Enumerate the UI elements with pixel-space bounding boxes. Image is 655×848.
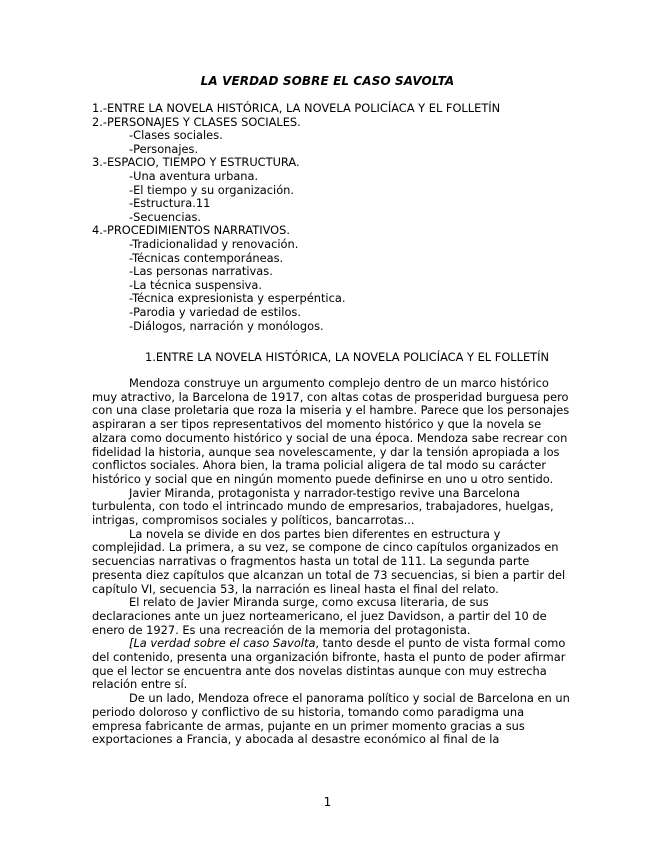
toc-entry: 4.-PROCEDIMIENTOS NARRATIVOS. [92,223,290,238]
toc-subentry: -Personajes. [129,141,199,156]
toc-subentry: -Clases sociales. [129,128,223,143]
section-heading: 1.ENTRE LA NOVELA HISTÓRICA, LA NOVELA POLICÍACA Y EL FOLLETÍN [144,350,550,364]
toc-subentry: -Técnicas contemporáneas. [129,250,284,265]
page-number: 1 [323,795,332,809]
paragraph: De un lado, Mendoza ofrece el panorama político y social de Barcelona en un periodo doloroso y conflictivo de su historia, tomando como paradigma una empresa fabricante de armas, pujante en un primer momento gracias a sus exportaciones a Francia, y abocada al desastre económico al final de la [92,691,570,747]
toc-entry: 2.-PERSONAJES Y CLASES SOCIALES. [92,114,301,129]
paragraph: Mendoza construye un argumento complejo dentro de un marco histórico muy atractivo, la Barcelona de 1917, con altas cotas de prosperidad burguesa pero con una clase proletaria que roza la miseria y el hambre. Parece que los personajes aspiraran a ser tipos representativos del momento histórico y que la novela se alzara como documento histórico y social de una época. Mendoza sabe recrear con fidelidad la historia, aunque sea novelescamente, y dar la tensión apropiada a los conflictos sociales. Ahora bien, la trama policial aligera de tal modo su carácter histórico y social que en ningún momento puede definirse en uno u otro sentido. [92,376,570,486]
toc-subentry: -Secuencias. [129,209,202,224]
toc-subentry: -Técnica expresionista y esperpéntica. [129,291,346,306]
document-title: LA VERDAD SOBRE EL CASO SAVOLTA [200,74,455,88]
toc-entry: 1.-ENTRE LA NOVELA HISTÓRICA, LA NOVELA POLICÍACA Y EL FOLLETÍN [92,101,501,115]
toc-entry: 3.-ESPACIO, TIEMPO Y ESTRUCTURA. [92,155,300,170]
paragraph: El relato de Javier Miranda surge, como excusa literaria, de sus declaraciones ante un juez norteamericano, el juez Davidson, a partir del 10 de enero de 1927. Es una recreación de la memoria del protagonista. [92,595,547,637]
toc-subentry: -Tradicionalidad y renovación. [129,236,299,251]
toc-subentry: -Las personas narrativas. [129,264,273,279]
italic-book-title: [La verdad sobre el caso Savolta [129,636,316,651]
paragraph-text: , tanto desde el punto de vista formal como del contenido, presenta una organización bifronte, hasta el punto de poder afirmar que el lector se encuentra ante dos novelas distintas aunque con muy estrecha relación entre sí. [92,636,566,692]
toc-subentry: -Parodia y variedad de estilos. [129,304,301,319]
toc-subentry: -Una aventura urbana. [129,168,259,183]
paragraph: Javier Miranda, protagonista y narrador-testigo revive una Barcelona turbulenta, con todo el intrincado mundo de empresarios, trabajadores, huelgas, intrigas, compromisos sociales y políticos, bancarrotas... [92,485,554,528]
table-of-contents [92,102,612,333]
toc-subentry: -Estructura.11 [129,196,211,211]
paragraph: La novela se divide en dos partes bien diferentes en estructura y complejidad. La primera, a su vez, se compone de cinco capítulos organizados en secuencias narrativas o fragmentos hasta un total de 111. La segunda parte presenta diez capítulos que alcanzan un total de 73 secuencias, si bien a partir del capítulo VI, secuencia 53, la narración es lineal hasta el final del relato. [92,526,566,596]
toc-subentry: -El tiempo y su organización. [129,182,295,197]
toc-subentry: -La técnica suspensiva. [129,277,263,292]
body-text [92,377,570,747]
paragraph [92,637,570,692]
toc-subentry: -Diálogos, narración y monólogos. [129,318,324,333]
